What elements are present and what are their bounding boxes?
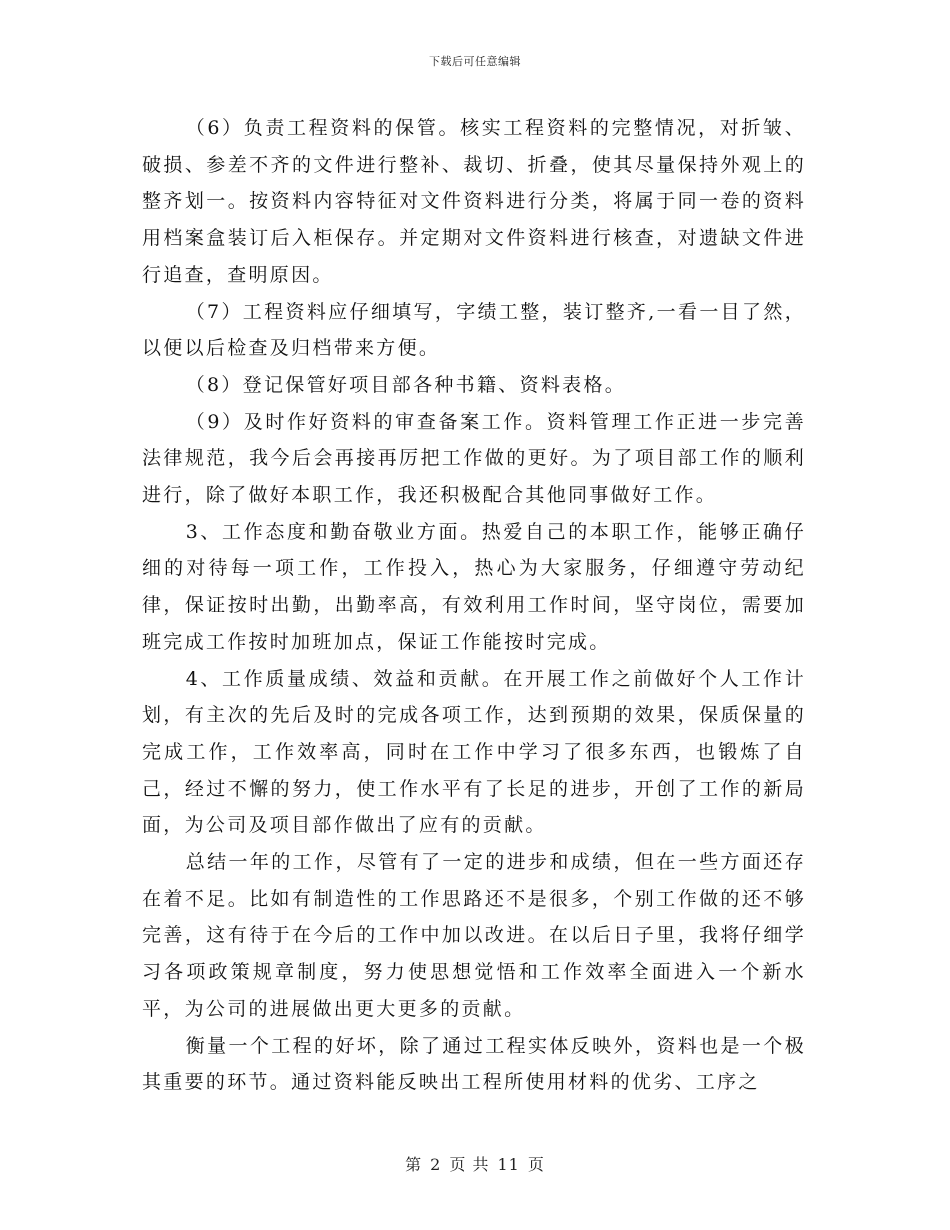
footer-prefix: 第: [405, 1155, 423, 1174]
paragraph-item-9: （9）及时作好资料的审查备案工作。资料管理工作正进一步完善法律规范，我今后会再接再厉把工作做的更好。为了项目部工作的顺利进行，除了做好本职工作，我还积极配合其他同事做好工作。: [142, 410, 806, 507]
page-header: 下载后可任意编辑: [429, 55, 521, 68]
footer-middle: 页 共: [449, 1155, 490, 1174]
page-footer: [0, 1152, 950, 1175]
paragraph-item-6: （6）负责工程资料的保管。核实工程资料的完整情况，对折皱、破损、参差不齐的文件进行整补、裁切、折叠，使其尽量保持外观上的整齐划一。按资料内容特征对文件资料进行分类，将属于同一卷的资料用档案盒装订后入柜保存。并定期对文件资料进行核查，对遗缺文件进行追查，查明原因。: [142, 117, 806, 286]
paragraph-summary: 总结一年的工作，尽管有了一定的进步和成绩，但在一些方面还存在着不足。比如有制造性的工作思路还不是很多，个别工作做的还不够完善，这有待于在今后的工作中加以改进。在以后日子里，我将仔细学习各项政策规章制度，努力使思想觉悟和工作效率全面进入一个新水平，为公司的进展做出更大更多的贡献。: [142, 851, 806, 1020]
paragraph-work-quality: 4、工作质量成绩、效益和贡献。在开展工作之前做好个人工作计划，有主次的先后及时的完成各项工作，达到预期的效果，保质保量的完成工作，工作效率高，同时在工作中学习了很多东西，也锻炼了自己，经过不懈的努力，使工作水平有了长足的进步，开创了工作的新局面，为公司及项目部作做出了应有的贡献。: [142, 667, 806, 837]
paragraph-work-attitude: 3、工作态度和勤奋敬业方面。热爱自己的本职工作，能够正确仔细的对待每一项工作，工作投入，热心为大家服务，仔细遵守劳动纪律，保证按时出勤，出勤率高，有效利用工作时间，坚守岗位，需要加班完成工作按时加班加点，保证工作能按时完成。: [142, 520, 806, 653]
paragraph-data-importance: 衡量一个工程的好坏，除了通过工程实体反映外，资料也是一个极其重要的环节。通过资料能反映出工程所使用材料的优劣、工序之: [142, 1034, 806, 1094]
paragraph-item-8: （8）登记保管好项目部各种书籍、资料表格。: [185, 373, 627, 396]
footer-suffix: 页: [527, 1155, 545, 1174]
footer-page-number: 2: [430, 1155, 442, 1174]
document-body: [142, 110, 806, 1101]
footer-total-pages: 11: [497, 1155, 520, 1174]
paragraph-item-7: （7）工程资料应仔细填写，字绩工整，装订整齐,一看一目了然，以便以后检查及归档带来方便。: [142, 300, 806, 360]
